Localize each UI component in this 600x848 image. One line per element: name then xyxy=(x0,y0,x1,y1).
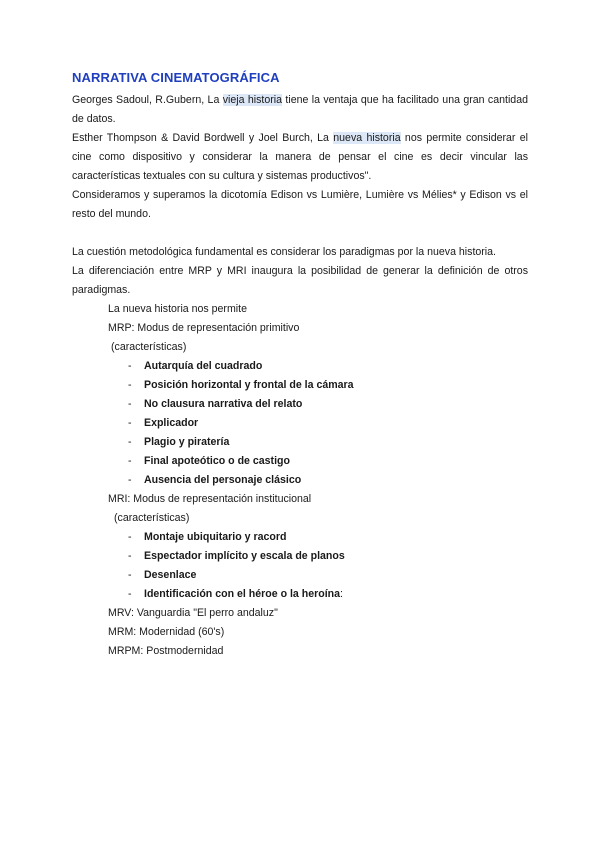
paragraph-methodology: La cuestión metodológica fundamental es considerar los paradigmas por la nueva historia. xyxy=(72,246,496,258)
list-item: - Explicador xyxy=(128,414,528,433)
mri-label: MRI: Modus de representación institucional xyxy=(108,493,312,505)
list-item xyxy=(128,585,528,604)
list-item: - No clausura narrativa del relato xyxy=(128,395,528,414)
paragraph-dichotomy: Consideramos y superamos la dicotomía Edison vs Lumière, Lumière vs Mélies* y Edison vs el resto del mundo. xyxy=(72,189,528,220)
para1-text-before: Georges Sadoul, R.Gubern, La xyxy=(72,94,223,106)
mrv-line: MRV: Vanguardia "El perro andaluz" xyxy=(108,607,278,619)
document-body xyxy=(72,70,528,661)
paragraph-mrp-mri: La diferenciación entre MRP y MRI inaugura la posibilidad de generar la definición de otros paradigmas. xyxy=(72,265,528,296)
highlight-nueva-historia: nueva historia xyxy=(333,132,401,144)
mrp-list xyxy=(72,357,528,490)
spacer xyxy=(72,224,528,243)
list-item-suffix: : xyxy=(340,588,343,600)
list-item: - Ausencia del personaje clásico xyxy=(128,471,528,490)
intro-line: La nueva historia nos permite xyxy=(108,303,247,315)
para2-text-before: Esther Thompson & David Bordwell y Joel Burch, La xyxy=(72,132,334,144)
paragraph-new-history xyxy=(72,129,528,186)
list-item: - Autarquía del cuadrado xyxy=(128,357,528,376)
document-title: NARRATIVA CINEMATOGRÁFICA xyxy=(72,70,280,85)
para2-text-after: nos permite considerar el cine como dispositivo y considerar la manera de pensar el cine es decir vincular las características textuales con su cultura y sistemas productivos". xyxy=(72,132,528,182)
list-item: - Desenlace xyxy=(128,566,528,585)
list-item: - Final apoteótico o de castigo xyxy=(128,452,528,471)
list-item: - Posición horizontal y frontal de la cámara xyxy=(128,376,528,395)
mrp-label: MRP: Modus de representación primitivo xyxy=(108,322,300,334)
paragraph-old-history xyxy=(72,91,528,129)
mri-list xyxy=(72,528,528,604)
highlight-vieja-historia: vieja historia xyxy=(222,94,283,106)
mrpm-line: MRPM: Postmodernidad xyxy=(108,645,224,657)
list-item: - Espectador implícito y escala de planos xyxy=(128,547,528,566)
para1-text-after: tiene la ventaja que ha facilitado una gran cantidad de datos. xyxy=(72,94,528,125)
mrp-subtitle: (características) xyxy=(111,341,187,353)
list-item: - Plagio y piratería xyxy=(128,433,528,452)
list-item: - Montaje ubiquitario y racord xyxy=(128,528,528,547)
list-item-text: Identificación con el héroe o la heroína xyxy=(144,588,341,600)
mrm-line: MRM: Modernidad (60's) xyxy=(108,626,225,638)
mri-subtitle: (características) xyxy=(114,512,190,524)
